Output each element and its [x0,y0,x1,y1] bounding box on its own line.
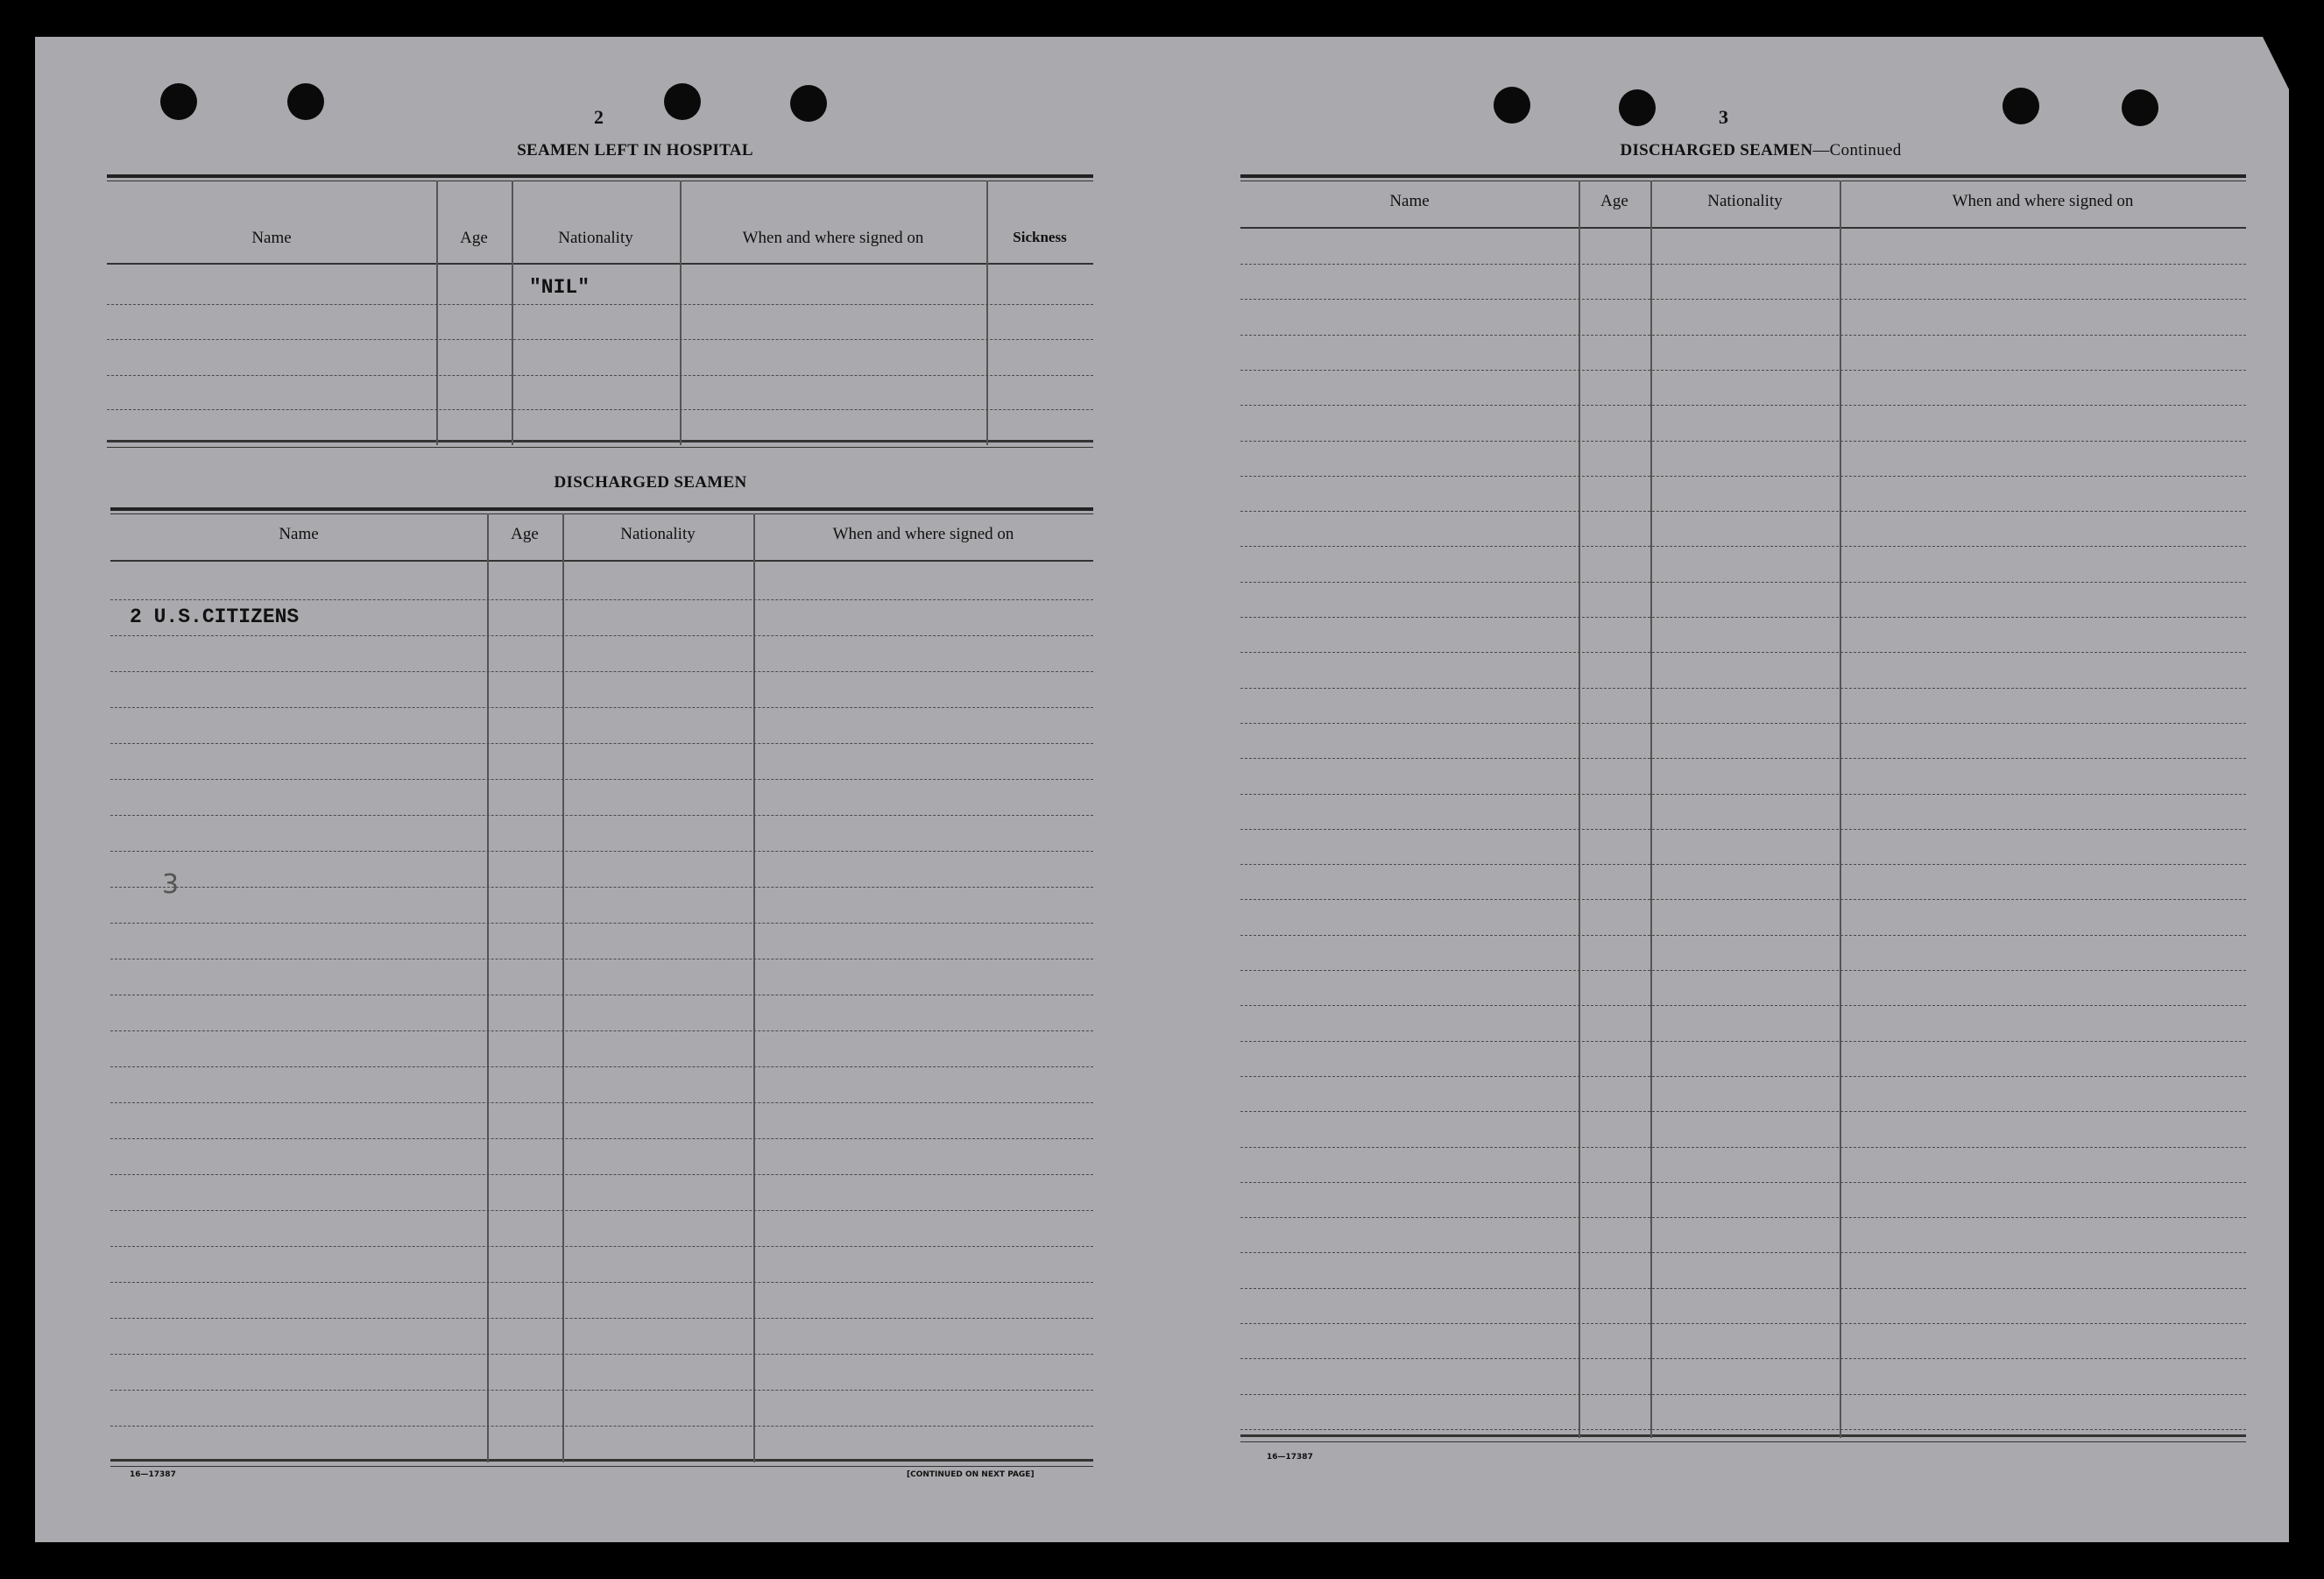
table-row [107,409,1093,410]
table-row [1240,370,2246,371]
table-row [1240,476,2246,477]
torn-corner [2263,37,2289,89]
table-row [110,599,1093,600]
table-row [1240,1005,2246,1006]
table-row [1240,758,2246,759]
discharged-table-left [110,507,1093,1502]
table-row [1240,864,2246,865]
hospital-col-age: Age [460,229,488,247]
table-row [110,671,1093,672]
table-row [1240,405,2246,406]
table-row [1240,299,2246,300]
hospital-entry-nil: "NIL" [529,276,590,299]
table-row [110,635,1093,636]
table-row [110,1210,1093,1211]
page-number-right: 3 [1719,106,1728,128]
hospital-table [107,174,1093,450]
table-row [1240,1182,2246,1183]
table-row [107,339,1093,340]
table-row [110,887,1093,888]
table-row [1240,1394,2246,1395]
hospital-col-signed-on: When and where signed on [742,229,924,247]
right-col-signed-on: When and where signed on [1952,192,2134,210]
table-row [110,815,1093,816]
table-row [110,743,1093,744]
punch-hole [2003,88,2039,124]
table-row [1240,1252,2246,1253]
table-row [1240,1076,2246,1077]
table-row [110,851,1093,852]
table-row [1240,899,2246,900]
table-row [110,1102,1093,1103]
table-row [110,1426,1093,1427]
table-row [1240,688,2246,689]
discharged-section-title: DISCHARGED SEAMEN [554,473,747,492]
table-row [107,375,1093,376]
table-row [110,1174,1093,1175]
discharged-col-age: Age [511,525,539,543]
table-row [1240,1288,2246,1289]
table-row [110,1138,1093,1139]
punch-hole [160,83,197,120]
hospital-col-name: Name [251,229,292,247]
table-row [110,779,1093,780]
table-row [107,304,1093,305]
punch-hole [664,83,701,120]
table-row [1240,1147,2246,1148]
table-row [110,1354,1093,1355]
hospital-section-title: SEAMEN LEFT IN HOSPITAL [517,141,753,159]
punch-hole [1494,87,1530,124]
hospital-col-sickness: Sickness [1013,229,1067,245]
table-row [1240,511,2246,512]
punch-hole [790,85,827,122]
table-row [1240,970,2246,971]
discharged-continued-title: DISCHARGED SEAMEN—Continued [1620,141,1902,159]
table-row [110,1066,1093,1067]
right-col-name: Name [1389,192,1430,210]
table-row [1240,1358,2246,1359]
table-row [1240,1323,2246,1324]
punch-hole [2122,89,2158,126]
punch-hole [287,83,324,120]
table-row [110,1318,1093,1319]
continued-note: [CONTINUED ON NEXT PAGE] [907,1470,1035,1479]
table-row [1240,546,2246,547]
document-sheet [35,37,2289,1542]
discharged-col-signed-on: When and where signed on [832,525,1014,543]
table-row [110,1282,1093,1283]
table-row [1240,335,2246,336]
table-row [110,923,1093,924]
punch-hole [1619,89,1656,126]
table-row [1240,1217,2246,1218]
table-row [1240,582,2246,583]
discharged-col-name: Name [279,525,319,543]
table-row [1240,441,2246,442]
page-number-left: 2 [594,106,604,128]
table-row [1240,935,2246,936]
form-number-right: 16—17387 [1267,1453,1313,1462]
discharged-col-nationality: Nationality [620,525,696,543]
table-row [110,1030,1093,1031]
table-row [1240,829,2246,830]
form-number-left: 16—17387 [130,1470,176,1479]
table-row [1240,617,2246,618]
table-row [1240,1111,2246,1112]
table-row [1240,1429,2246,1430]
right-col-age: Age [1600,192,1628,210]
table-row [110,1246,1093,1247]
table-row [1240,264,2246,265]
table-row [1240,723,2246,724]
hospital-col-nationality: Nationality [558,229,633,247]
discharged-table-right [1240,174,2246,1480]
margin-mark: 3 [162,869,180,900]
right-col-nationality: Nationality [1707,192,1783,210]
table-row [1240,1041,2246,1042]
table-row [1240,794,2246,795]
discharged-entry-citizens: 2 U.S.CITIZENS [130,605,300,628]
table-row [110,707,1093,708]
table-row [1240,652,2246,653]
table-row [110,1390,1093,1391]
